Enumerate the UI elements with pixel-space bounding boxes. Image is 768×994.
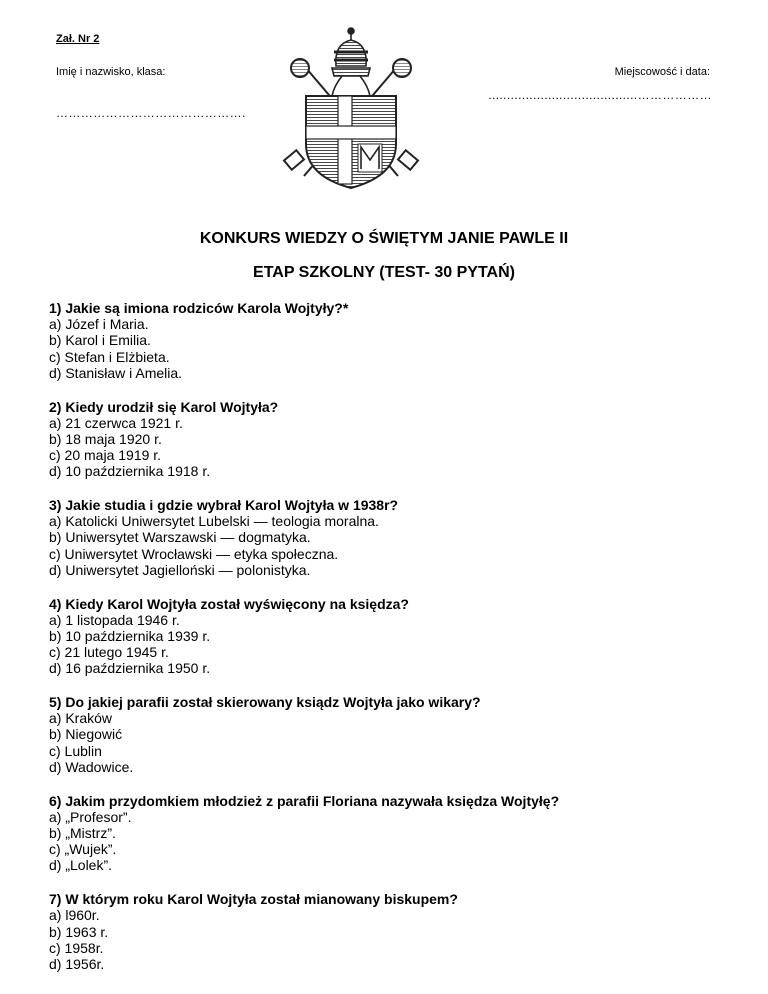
- place-date-fill-line: ........................................………………: [488, 88, 712, 102]
- question-item: [49, 596, 739, 677]
- answer-option: d) Stanisław i Amelia.: [49, 364, 183, 381]
- answer-option: d) 16 października 1950 r.: [49, 660, 211, 677]
- answer-option: c) „Wujek”.: [49, 841, 117, 858]
- answer-option: b) 18 maja 1920 r.: [49, 430, 162, 447]
- answer-option: b) Karol i Emilia.: [49, 332, 151, 349]
- stage-title: ETAP SZKOLNY (TEST- 30 PYTAŃ): [253, 264, 515, 281]
- answer-option: b) 10 października 1939 r.: [49, 627, 211, 644]
- question-item: [49, 793, 739, 874]
- answer-option: b) Niegowić: [49, 726, 123, 743]
- answer-option: d) Wadowice.: [49, 758, 134, 775]
- question-list: [49, 300, 739, 990]
- answer-option: c) Stefan i Elżbieta.: [49, 348, 170, 365]
- answer-option: a) Kraków: [49, 710, 113, 727]
- question-item: [49, 497, 739, 578]
- question-item: [49, 891, 739, 972]
- answer-option: c) 1958r.: [49, 939, 104, 956]
- answer-option: b) Uniwersytet Warszawski — dogmatyka.: [49, 529, 311, 546]
- answer-option: c) Lublin: [49, 742, 102, 759]
- question-item: [49, 399, 739, 480]
- name-class-label: Imię i nazwisko, klasa:: [56, 66, 166, 78]
- name-class-fill-line: ……………………………………….: [56, 106, 246, 120]
- question-text: 7) W którym roku Karol Wojtyła został mianowany biskupem?: [49, 891, 458, 908]
- answer-option: d) „Lolek”.: [49, 857, 113, 874]
- answer-option: d) 10 października 1918 r.: [49, 463, 211, 480]
- answer-option: a) „Profesor”.: [49, 808, 132, 825]
- question-item: [49, 300, 739, 381]
- attachment-number: Zał. Nr 2: [56, 33, 100, 45]
- answer-option: b) 1963 r.: [49, 923, 109, 940]
- question-text: 5) Do jakiej parafii został skierowany ksiądz Wojtyła jako wikary?: [49, 694, 481, 711]
- answer-option: d) Uniwersytet Jagielloński — polonistyka.: [49, 561, 311, 578]
- question-text: 6) Jakim przydomkiem młodzież z parafii Floriana nazywała księdza Wojtyłę?: [49, 792, 560, 809]
- answer-option: a) Józef i Maria.: [49, 316, 149, 333]
- papal-coat-of-arms-icon: [276, 26, 426, 194]
- place-date-label: Miejscowość i data:: [614, 66, 710, 78]
- answer-option: a) l960r.: [49, 907, 100, 924]
- question-text: 2) Kiedy urodził się Karol Wojtyła?: [49, 398, 279, 415]
- answer-option: a) 21 czerwca 1921 r.: [49, 414, 183, 431]
- contest-title: KONKURS WIEDZY O ŚWIĘTYM JANIE PAWLE II: [199, 230, 569, 247]
- question-item: [49, 694, 739, 775]
- question-text: 4) Kiedy Karol Wojtyła został wyświęcony na księdza?: [49, 595, 409, 612]
- answer-option: c) 20 maja 1919 r.: [49, 447, 162, 464]
- answer-option: a) Katolicki Uniwersytet Lubelski — teologia moralna.: [49, 513, 379, 530]
- answer-option: c) 21 lutego 1945 r.: [49, 644, 169, 661]
- answer-option: d) 1956r.: [49, 955, 105, 972]
- answer-option: b) „Mistrz”.: [49, 824, 116, 841]
- answer-option: a) 1 listopada 1946 r.: [49, 611, 180, 628]
- question-text: 3) Jakie studia i gdzie wybrał Karol Wojtyła w 1938r?: [49, 497, 399, 514]
- answer-option: c) Uniwersytet Wrocławski — etyka społeczna.: [49, 545, 339, 562]
- question-text: 1) Jakie są imiona rodziców Karola Wojtyły?*: [49, 300, 349, 316]
